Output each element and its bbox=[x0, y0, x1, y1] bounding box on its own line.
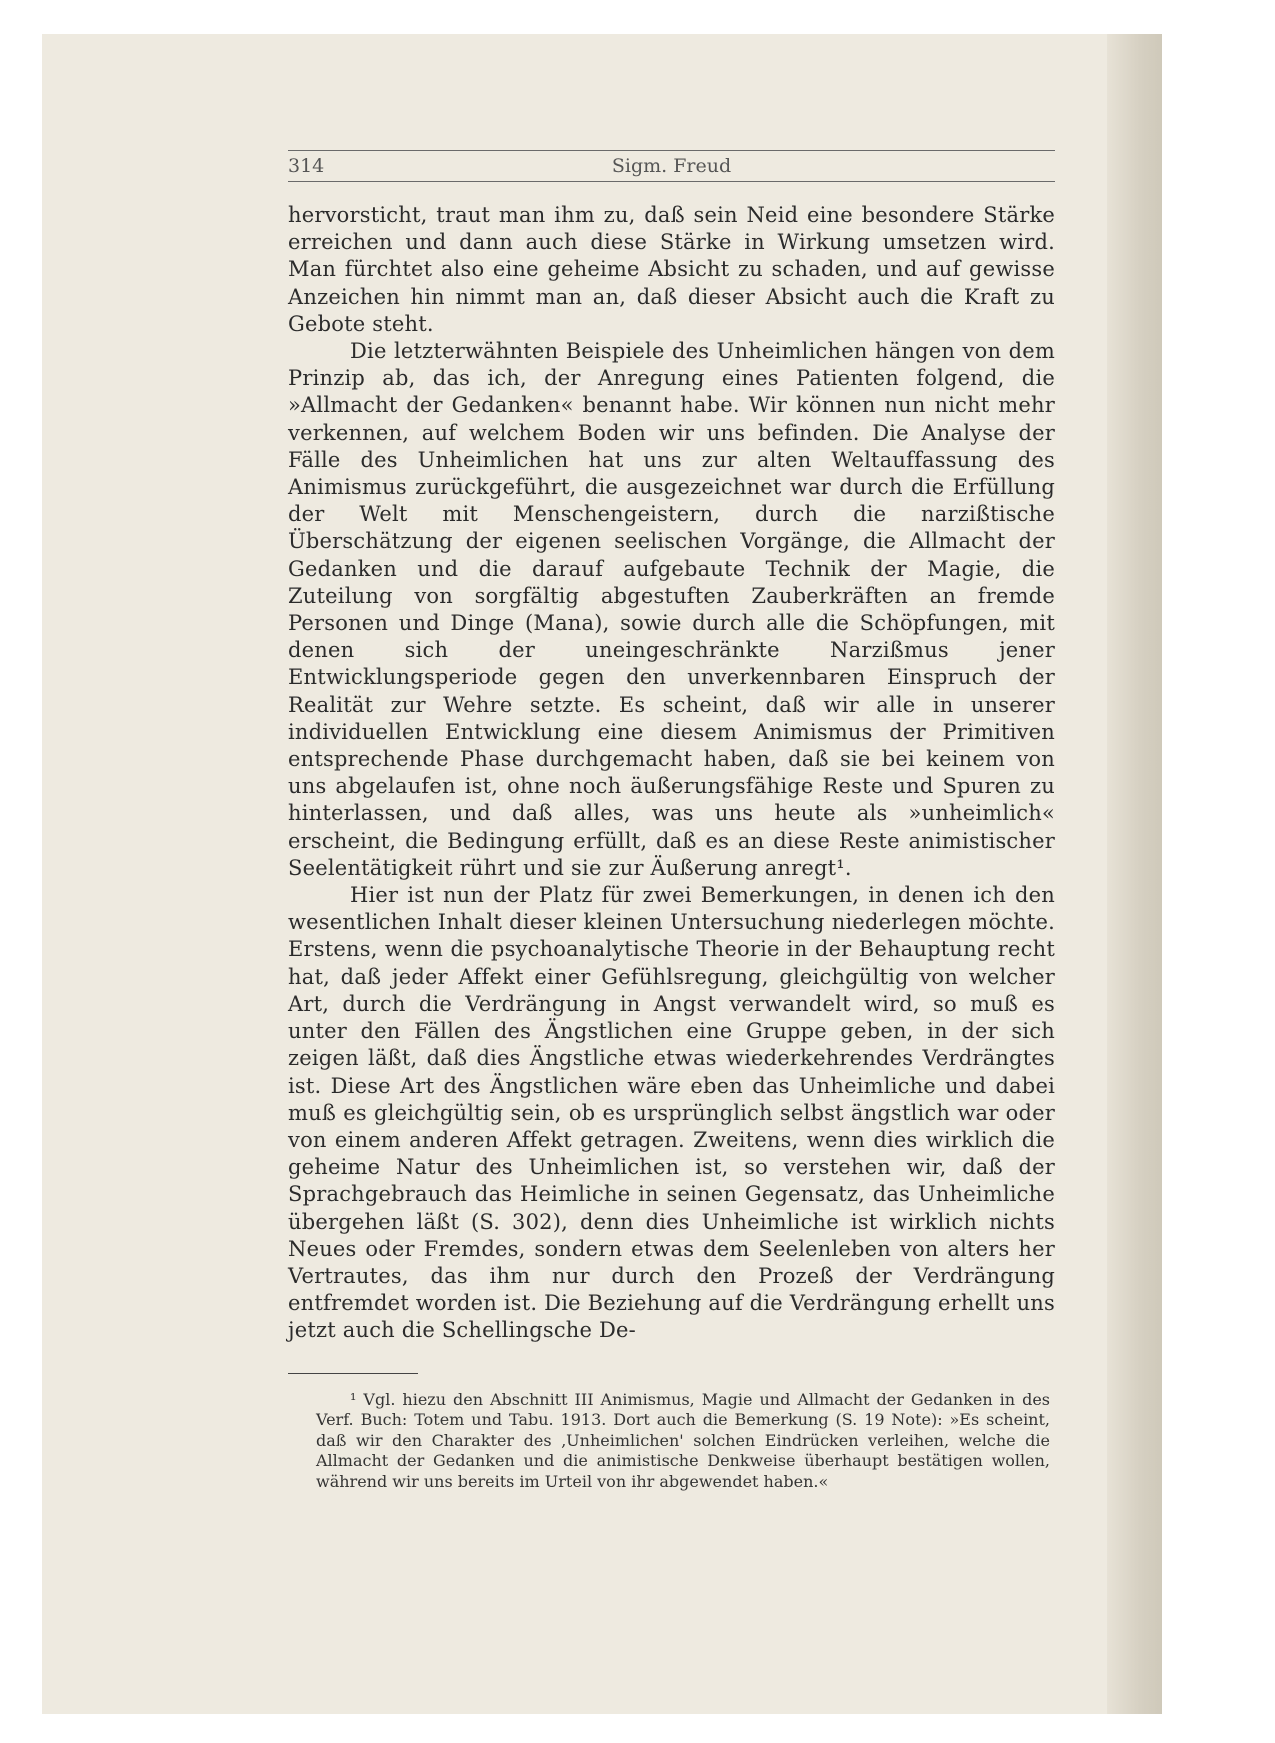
page-number: 314 bbox=[288, 155, 325, 177]
book-page bbox=[288, 150, 1055, 1508]
main-text bbox=[288, 202, 1055, 1345]
page-edge-shadow bbox=[1107, 34, 1162, 1714]
paragraph-1: hervorsticht, traut man ihm zu, daß sein Neid eine besondere Stärke erreichen und dann auch diese Stärke in Wirkung umsetzen wird. Man fürchtet also eine geheime Absicht zu schaden, und auf gewisse Anzeichen hin nimmt man an, daß dieser Absicht auch die Kraft zu Gebote steht. bbox=[288, 203, 1055, 336]
running-title-author: Sigm. Freud bbox=[611, 155, 732, 177]
paragraph-2: Die letzterwähnten Beispiele des Unheimlichen hängen von dem Prinzip ab, das ich, der Anregung eines Patienten folgend, die »Allmacht der Gedanken« benannt habe. Wir können nun nicht mehr verkennen, auf welchem Boden wir uns befinden. Die Analyse der Fälle des Unheimlichen hat uns zur alten Weltauffassung des Animismus zurückgeführt, die ausgezeichnet war durch die Erfüllung der Welt mit Menschengeistern, durch die narzißtische Überschätzung der eigenen seelischen Vorgänge, die Allmacht der Gedanken und die darauf aufgebaute Technik der Magie, die Zuteilung von sorgfältig abgestuften Zauberkräften an fremde Personen und Dinge (Mana), sowie durch alle die Schöpfungen, mit denen sich der uneingeschränkte Narzißmus jener Entwicklungsperiode gegen den unverkennbaren Einspruch der Realität zur Wehre setzte. Es scheint, daß wir alle in unserer individuellen Entwicklung eine diesem Animismus der Primitiven entsprechende Phase durchgemacht haben, daß sie bei keinem von uns abgelaufen ist, ohne noch äußerungsfähige Reste und Spuren zu hinterlassen, und daß alles, was uns heute als »unheimlich« erscheint, die Bedingung erfüllt, daß es an diese Reste animistischer Seelentätigkeit rührt und sie zur Äußerung anregt¹. bbox=[288, 339, 1055, 880]
paragraph-3: Hier ist nun der Platz für zwei Bemerkungen, in denen ich den wesentlichen Inhalt dieser kleinen Untersuchung niederlegen möchte. Erstens, wenn die psychoanalytische Theorie in der Behauptung recht hat, daß jeder Affekt einer Gefühlsregung, gleichgültig von welcher Art, durch die Verdrängung in Angst verwandelt wird, so muß es unter den Fällen des Ängstlichen eine Gruppe geben, in der sich zeigen läßt, daß dies Ängstliche etwas wiederkehrendes Verdrängtes ist. Diese Art des Ängstlichen wäre eben das Unheimliche und dabei muß es gleichgültig sein, ob es ursprünglich selbst ängstlich war oder von einem anderen Affekt getragen. Zweitens, wenn dies wirklich die geheime Natur des Unheimlichen ist, so verstehen wir, daß der Sprachgebrauch das Heimliche in seinen Gegensatz, das Unheimliche übergehen läßt (S. 302), denn dies Unheimliche ist wirklich nichts Neues oder Fremdes, sondern etwas dem Seelenleben von alters her Vertrautes, das ihm nur durch den Prozeß der Verdrängung entfremdet worden ist. Die Beziehung auf die Verdrängung erhellt uns jetzt auch die Schellingsche De- bbox=[288, 883, 1055, 1343]
footnote-1: ¹ Vgl. hiezu den Abschnitt III Animismus, Magie und Allmacht der Gedanken in des Verf. Buch: Totem und Tabu. 1913. Dort auch die Bemerkung (S. 19 Note): »Es scheint, daß wir den Charakter des ‚Unheimlichen' solchen Eindrücken verleihen, welche die Allmacht der Gedanken und die animistische Denkweise überhaupt bestätigen wollen, während wir uns bereits im Urteil von ihr abgewendet haben.« bbox=[316, 1389, 1050, 1491]
footnote-divider bbox=[288, 1373, 418, 1374]
running-header bbox=[288, 150, 1055, 182]
